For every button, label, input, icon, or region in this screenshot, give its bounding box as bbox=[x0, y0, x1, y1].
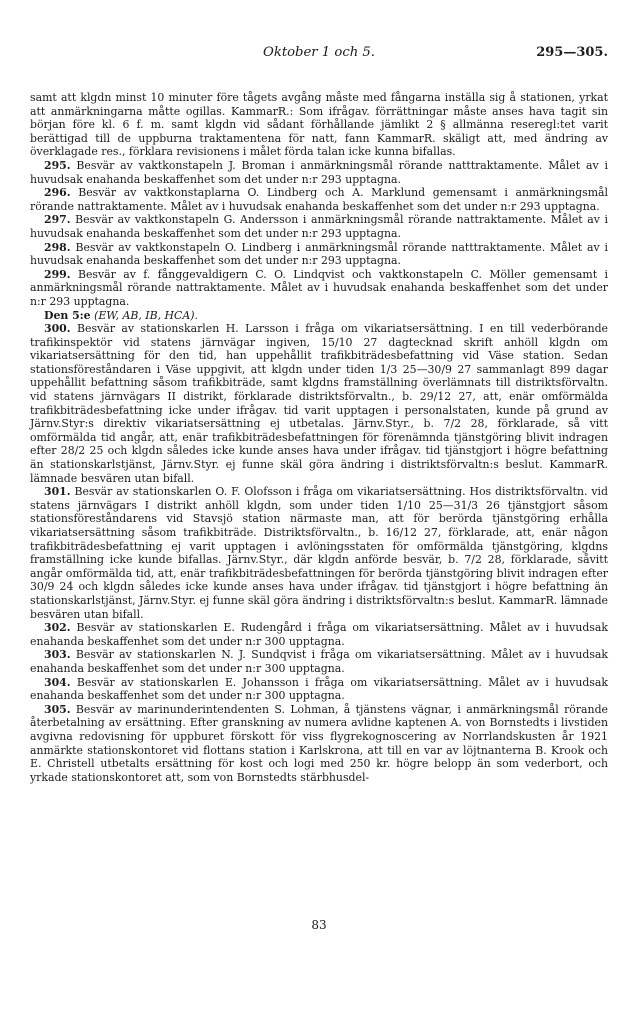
running-title: Oktober 1 och 5. bbox=[263, 45, 375, 60]
justices: (EW, AB, IB, HCA). bbox=[94, 308, 198, 322]
paragraph bbox=[30, 213, 608, 240]
paragraph bbox=[30, 241, 608, 268]
paragraph-text: Besvär av stationskarlen H. Larsson i fråga om vikariatsersättning. I en till vederbörande trafikinspektör vid statens järnvägar ingiven, 15/10 27 dagtecknad skrift anhöll klgdn om vikariatsersättning för den tid, han uppehållit trafikbiträdesbefattning vid Väse station. Sedan stationsföreståndaren i Väse uppgivit, att klgdn under tiden 1/3 25—30/9 27 sammanlagt 899 dagar uppehållit befattning såsom trafikbiträde, samt klgdns framställning överlämnats till distriktsförvaltn. vid statens järnvägars II distrikt, förklarade distriktsförvaltn., b. 29/12 27, att, enär omförmälda trafikbiträdesbefattning icke under ifrågav. tid varit upptagen i personalstaten, kunde på grund av Järnv.Styr:s direktiv vikariatsersättning ej utbetalas. Järnv.Styr., b. 7/2 28, förklarade, så vitt omförmälda tid angår, att, enär trafikbiträdesbefattningen för förenämnda tjänstgöring blivit indragen efter 28/2 25 och klgdn således icke kunde anses hava under ifrågav. tid tjänstgjort i högre befattning än stationskarlstjänst, Järnv.Styr. ej funne skäl göra ändring i distriktsförvaltn:s beslut. KammarR. lämnade besvären utan bifall. bbox=[30, 322, 608, 485]
paragraph bbox=[30, 648, 608, 675]
paragraph-text: Besvär av vaktkonstapeln O. Lindberg i anmärkningsmål rörande natttraktamente. Målet av i huvudsak enahanda beskaffenhet som det under n:r 293 upptagna. bbox=[30, 240, 609, 268]
paragraph bbox=[30, 485, 608, 621]
paragraph bbox=[30, 322, 608, 485]
paragraph-number: 300. bbox=[44, 322, 71, 336]
paragraph-number: 296. bbox=[44, 186, 71, 200]
case-number-range: 295—305. bbox=[536, 45, 608, 60]
paragraph-number: 303. bbox=[44, 648, 71, 662]
paragraph-text: Besvär av f. fånggevaldigern C. O. Lindqvist och vaktkonstapeln C. Möller gemensamt i anmärkningsmål rörande nattraktamente. Målet av i huvudsak enahanda beskaffenhet som det under n:r 293 upptagna. bbox=[30, 267, 608, 308]
paragraph-text: Besvär av vaktkonstapeln G. Andersson i anmärkningsmål rörande nattraktamente. Målet av i huvudsak enahanda beskaffenhet som det under n:r 293 upptagna. bbox=[30, 213, 608, 240]
paragraph-text: Besvär av marinunderintendenten S. Lohman, å tjänstens vägnar, i anmärkningsmål rörande återbetalning av ersättning. Efter granskning av numera avlidne kaptenen A. von Bornstedts i livstiden avgivna redovisning för uppburet förskott för viss flygrekognoscering av Norrlandskusten år 1921 anmärkte stationskontoret vid flottans station i Karlskrona, att till en var av löjtnanterna B. Krook och E. Christell utbetalts ersättning för kost och logi med 250 kr. högre belopp än som vederbort, och yrkade stationskontoret att, som von Bornstedts stärbhusdel- bbox=[30, 702, 608, 784]
paragraph bbox=[30, 676, 608, 703]
paragraph-number: 305. bbox=[44, 702, 71, 716]
paragraph-number: 304. bbox=[44, 675, 71, 689]
paragraph bbox=[30, 186, 608, 213]
paragraph-number: 295. bbox=[44, 158, 71, 172]
date-label: Den 5:e bbox=[44, 308, 91, 322]
page-number: 83 bbox=[311, 918, 327, 932]
paragraph-number: 301. bbox=[44, 485, 71, 499]
paragraph-number: 299. bbox=[44, 267, 71, 281]
paragraph-text: Besvär av vaktkonstaplarna O. Lindberg och A. Marklund gemensamt i anmärkningsmål rörande nattraktamente. Målet av i huvudsak enahanda beskaffenhet som det under n:r 293 upptagna. bbox=[30, 186, 609, 213]
paragraph-number: 297. bbox=[44, 213, 71, 227]
paragraph bbox=[30, 91, 608, 159]
paragraph-number: 302. bbox=[44, 621, 71, 635]
date-heading bbox=[30, 309, 608, 323]
paragraph-text: Besvär av stationskarlen O. F. Olofsson i fråga om vikariatsersättning. Hos distriktsförvaltn. vid statens järnvägars I distrikt anhöll klgdn, som under tiden 1/10 25—31/3 26 tjänstgjort såsom stationsföreståndarens vid Stavsjö station närmaste man, att för berörda tjänstgöring erhålla vikariatsersättning såsom trafikbiträde. Distriktsförvaltn., b. 16/12 27, förklarade, att, enär någon trafikbiträdesbefattning ej varit upptagen i avlöningsstaten för omförmälda tjänstgöring, klgdns framställning icke kunde bifallas. Järnv.Styr., där klgdn anförde besvär, b. 7/2 28, förklarade, såvitt angår omförmälda tid, att, enär trafikbiträdesbefattningen för berörda tjänstgöring blivit indragen efter 30/9 24 och klgdn således icke kunde anses hava under ifrågav. tid tjänstgjort i högre befattning än stationskarlstjänst, Järnv.Styr. ej funne skäl göra ändring i distriktsförvaltn:s beslut. KammarR. lämnade besvären utan bifall. bbox=[30, 485, 608, 621]
body-text bbox=[30, 91, 608, 784]
paragraph bbox=[30, 268, 608, 309]
paragraph-text: Besvär av stationskarlen N. J. Sundqvist i fråga om vikariatsersättning. Målet av i huvudsak enahanda beskaffenhet som det under n:r 300 upptagna. bbox=[30, 648, 608, 675]
paragraph-text: Besvär av vaktkonstapeln J. Broman i anmärkningsmål rörande natttraktamente. Målet av i huvudsak enahanda beskaffenhet som det under n:r 293 upptagna. bbox=[30, 158, 608, 186]
paragraph-number: 298. bbox=[44, 240, 71, 254]
paragraph-text: samt att klgdn minst 10 minuter före tågets avgång måste med fångarna inställa sig å stationen, yrkat att anmärkningarna måtte ogillas. KammarR.: Som ifrågav. förrättningar måste anses hava tagit sin början före kl. 6 f. m. samt klgdn vid sådant förhållande jämlikt 2 § allmänna reseregl:tet varit berättigad till de uppburna traktamentena för natt, fann KammarR. skäligt att, med ändring av överklagade res., förklara revisionens i målet förda talan icke kunna bifallas. bbox=[30, 91, 608, 159]
paragraph-text: Besvär av stationskarlen E. Johansson i fråga om vikariatsersättning. Målet av i huvudsak enahanda beskaffenhet som det under n:r 300 upptagna. bbox=[30, 675, 608, 703]
paragraph-text: Besvär av stationskarlen E. Rudengård i fråga om vikariatsersättning. Målet av i huvudsak enahanda beskaffenhet som det under n:r 300 upptagna. bbox=[30, 621, 608, 648]
paragraph bbox=[30, 621, 608, 648]
paragraph bbox=[30, 159, 608, 186]
document-page bbox=[30, 0, 609, 932]
page-header bbox=[30, 45, 608, 75]
paragraph bbox=[30, 703, 608, 785]
